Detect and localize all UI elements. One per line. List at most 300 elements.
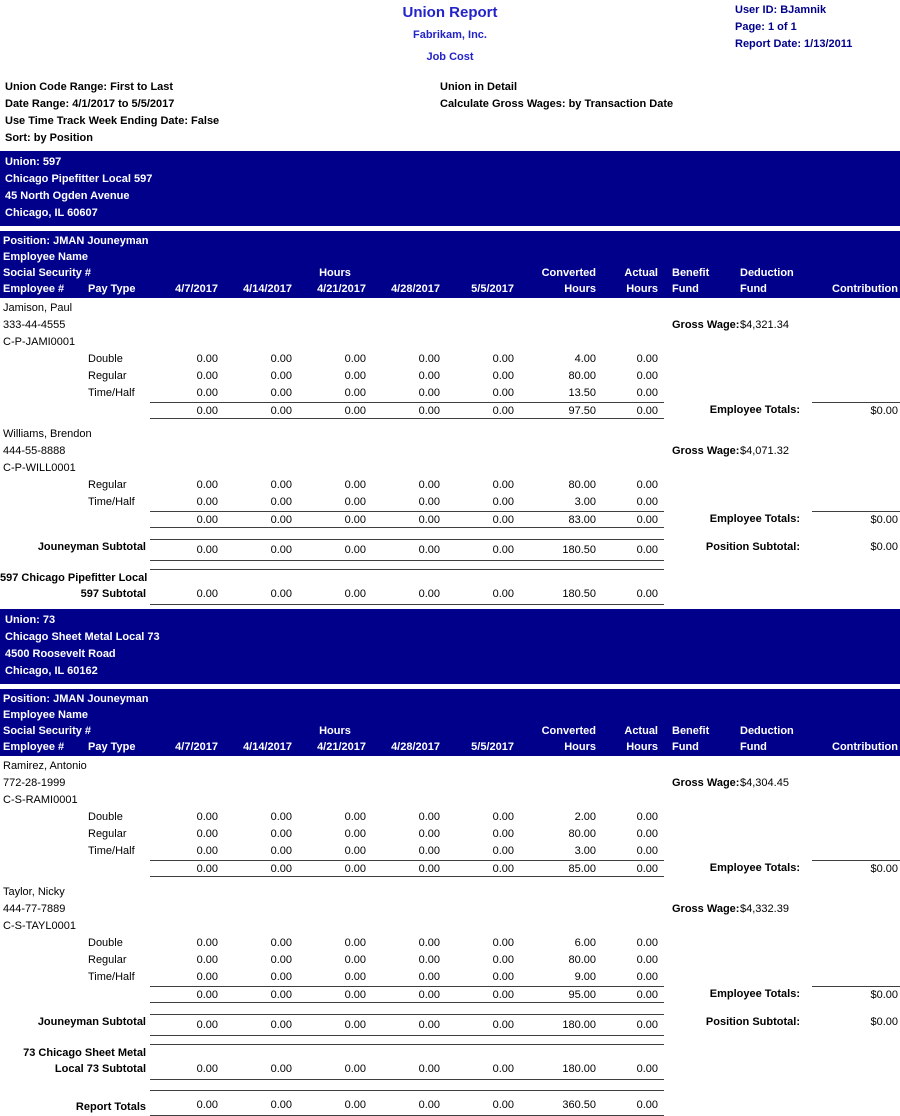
hours-value: 97.50 xyxy=(568,405,596,417)
hours-values xyxy=(150,494,664,511)
param-union-detail: Union in Detail xyxy=(440,81,517,93)
hours-value: 0.00 xyxy=(636,405,658,417)
hours-value: 80.00 xyxy=(568,370,596,382)
report-totals-section xyxy=(0,1090,900,1116)
date-column-header: 4/7/2017 xyxy=(175,741,218,753)
employee-name-row xyxy=(0,300,900,317)
employee-totals-values xyxy=(150,986,664,1003)
hours-value: 180.00 xyxy=(562,1063,596,1075)
hours-value: 0.00 xyxy=(418,588,440,600)
spacer xyxy=(88,511,150,528)
param-date-range: Date Range: 4/1/2017 to 5/5/2017 xyxy=(5,98,175,110)
hours-value: 0.00 xyxy=(418,828,440,840)
hours-value: 0.00 xyxy=(636,971,658,983)
spacer xyxy=(372,265,446,281)
employee-name-header: Employee Name xyxy=(3,251,88,263)
gross-wage-label: Gross Wage: xyxy=(672,445,740,457)
pay-type-label: Regular xyxy=(88,828,127,840)
employee-name-header: Employee Name xyxy=(3,709,88,721)
spacer xyxy=(150,265,224,281)
column-header-row-1 xyxy=(0,265,900,281)
position-row xyxy=(0,233,900,249)
hours-value: 0.00 xyxy=(344,971,366,983)
pay-type-row xyxy=(0,494,900,511)
union-number: Union: 597 xyxy=(5,156,62,168)
spacer xyxy=(0,826,88,843)
hours-values xyxy=(150,969,664,986)
report-totals-row xyxy=(0,1090,900,1116)
param-week-ending: Use Time Track Week Ending Date: False xyxy=(5,115,220,127)
employee-totals-row xyxy=(0,511,900,528)
hours-value: 3.00 xyxy=(574,496,596,508)
hours-value: 0.00 xyxy=(270,479,292,491)
converted-header-line1: Converted xyxy=(541,725,596,737)
union-subtotal-label xyxy=(0,570,150,605)
hours-value: 0.00 xyxy=(636,811,658,823)
employee-id: C-P-JAMI0001 xyxy=(3,336,76,348)
converted-header-line2: Hours xyxy=(564,283,596,295)
hours-value: 0.00 xyxy=(418,989,440,1001)
social-security-header: Social Security # xyxy=(3,267,92,279)
spacer xyxy=(0,809,88,826)
hours-value: 0.00 xyxy=(636,989,658,1001)
hours-group-header: Hours xyxy=(319,267,351,279)
column-header-row-1 xyxy=(0,723,900,739)
employee-totals-values xyxy=(150,860,664,877)
hours-value: 85.00 xyxy=(568,863,596,875)
position-subtotal-label: Jouneyman Subtotal xyxy=(37,1016,146,1028)
deduction-header-line2: Fund xyxy=(740,741,767,753)
deduction-header-line1: Deduction xyxy=(740,725,794,737)
hours-value: 0.00 xyxy=(344,514,366,526)
employee-totals-row xyxy=(0,986,900,1003)
hours-value: 0.00 xyxy=(344,544,366,556)
hours-value: 0.00 xyxy=(270,514,292,526)
position-header xyxy=(0,231,900,298)
benefit-header-line1: Benefit xyxy=(672,725,710,737)
hours-value: 0.00 xyxy=(492,954,514,966)
hours-value: 0.00 xyxy=(492,479,514,491)
union-number: Union: 73 xyxy=(5,614,56,626)
pay-type-row xyxy=(0,368,900,385)
hours-value: 0.00 xyxy=(418,845,440,857)
hours-value: 0.00 xyxy=(344,937,366,949)
param-sort: Sort: by Position xyxy=(5,132,93,144)
hours-value: 0.00 xyxy=(270,937,292,949)
hours-value: 80.00 xyxy=(568,479,596,491)
hours-value: 0.00 xyxy=(196,1099,218,1111)
hours-value: 0.00 xyxy=(196,828,218,840)
hours-value: 0.00 xyxy=(344,370,366,382)
hours-value: 0.00 xyxy=(418,370,440,382)
actual-header-line1: Actual xyxy=(624,725,658,737)
pay-type-header: Pay Type xyxy=(88,283,136,295)
employee-id-row xyxy=(0,918,900,935)
hours-value: 0.00 xyxy=(270,989,292,1001)
employee-ssn: 444-77-7889 xyxy=(3,903,66,915)
hours-value: 0.00 xyxy=(492,971,514,983)
employee-name: Jamison, Paul xyxy=(3,302,73,314)
hours-value: 0.00 xyxy=(196,1063,218,1075)
hours-value: 95.00 xyxy=(568,989,596,1001)
hours-value: 0.00 xyxy=(418,544,440,556)
actual-header-line2: Hours xyxy=(626,741,658,753)
hours-value: 0.00 xyxy=(270,405,292,417)
report-meta-block xyxy=(735,2,852,53)
report-title: Union Report xyxy=(402,4,498,21)
employee-name-row xyxy=(0,426,900,443)
pay-type-row xyxy=(0,351,900,368)
date-column-header: 4/21/2017 xyxy=(317,741,366,753)
hours-value: 0.00 xyxy=(344,1019,366,1031)
hours-value: 0.00 xyxy=(636,588,658,600)
hours-value: 0.00 xyxy=(492,1063,514,1075)
hours-values xyxy=(150,477,664,494)
hours-value: 0.00 xyxy=(492,544,514,556)
pay-type-row xyxy=(0,809,900,826)
hours-value: 0.00 xyxy=(196,544,218,556)
hours-value: 0.00 xyxy=(418,954,440,966)
employee-ssn: 772-28-1999 xyxy=(3,777,66,789)
spacer xyxy=(446,265,520,281)
hours-value: 80.00 xyxy=(568,828,596,840)
hours-value: 2.00 xyxy=(574,811,596,823)
hours-value: 0.00 xyxy=(196,811,218,823)
employee-totals-values xyxy=(150,402,664,419)
hours-value: 180.00 xyxy=(562,1019,596,1031)
spacer xyxy=(0,477,88,494)
spacer xyxy=(88,443,664,460)
employee-totals-amount: $0.00 xyxy=(812,986,900,1003)
employee-id-row xyxy=(0,792,900,809)
employee-totals-label: Employee Totals: xyxy=(709,513,800,525)
union-subtotal-label-line: 597 Subtotal xyxy=(80,588,146,600)
hours-value: 0.00 xyxy=(636,845,658,857)
hours-value: 0.00 xyxy=(344,954,366,966)
gross-wage-label: Gross Wage: xyxy=(672,319,740,331)
pay-type-label: Time/Half xyxy=(88,971,135,983)
gross-wage-value: $4,304.45 xyxy=(740,777,789,789)
hours-value: 0.00 xyxy=(196,845,218,857)
hours-value: 0.00 xyxy=(418,405,440,417)
hours-value: 0.00 xyxy=(270,544,292,556)
hours-value: 13.50 xyxy=(568,387,596,399)
pay-type-label: Time/Half xyxy=(88,496,135,508)
contribution-header: Contribution xyxy=(832,283,898,295)
hours-values xyxy=(150,826,664,843)
pay-type-row xyxy=(0,385,900,402)
column-header-row-2 xyxy=(0,281,900,297)
spacer xyxy=(0,511,88,528)
hours-value: 6.00 xyxy=(574,937,596,949)
pay-type-row xyxy=(0,826,900,843)
hours-value: 0.00 xyxy=(196,989,218,1001)
employee-ssn-row xyxy=(0,901,900,918)
hours-value: 0.00 xyxy=(270,1019,292,1031)
union-address: 45 North Ogden Avenue xyxy=(5,190,130,202)
spacer xyxy=(0,1003,900,1008)
hours-value: 0.00 xyxy=(196,479,218,491)
union-table-body xyxy=(0,758,900,1080)
employee-totals-amount: $0.00 xyxy=(812,511,900,528)
hours-value: 0.00 xyxy=(418,1063,440,1075)
employee-name-row xyxy=(0,884,900,901)
hours-value: 0.00 xyxy=(492,353,514,365)
hours-value: 0.00 xyxy=(492,1019,514,1031)
hours-value: 0.00 xyxy=(196,387,218,399)
employee-ssn: 333-44-4555 xyxy=(3,319,66,331)
hours-value: 0.00 xyxy=(492,845,514,857)
hours-value: 0.00 xyxy=(636,496,658,508)
spacer xyxy=(88,986,150,1003)
union-subtotal-label-line: 73 Chicago Sheet Metal xyxy=(23,1047,146,1059)
spacer xyxy=(150,723,224,739)
hours-value: 0.00 xyxy=(196,863,218,875)
module-name: Job Cost xyxy=(426,51,474,63)
union-subtotal-row xyxy=(0,1044,900,1080)
hours-values xyxy=(150,935,664,952)
param-gross-wages: Calculate Gross Wages: by Transaction Date xyxy=(440,98,674,110)
pay-type-row xyxy=(0,843,900,860)
position-subtotal-label: Jouneyman Subtotal xyxy=(37,541,146,553)
pay-type-row xyxy=(0,952,900,969)
position-header xyxy=(0,689,900,756)
hours-value: 0.00 xyxy=(270,828,292,840)
hours-value: 0.00 xyxy=(270,1063,292,1075)
union-banner xyxy=(0,151,900,226)
pay-type-label: Regular xyxy=(88,370,127,382)
employee-name-header-row xyxy=(0,707,900,723)
benefit-header-line1: Benefit xyxy=(672,267,710,279)
pay-type-label: Double xyxy=(88,811,123,823)
param-union-code-range: Union Code Range: First to Last xyxy=(5,81,174,93)
employee-name: Taylor, Nicky xyxy=(3,886,65,898)
hours-value: 0.00 xyxy=(492,828,514,840)
date-column-header: 5/5/2017 xyxy=(471,741,514,753)
spacer xyxy=(446,723,520,739)
employee-id: C-S-TAYL0001 xyxy=(3,920,76,932)
position-subtotal-amount: $0.00 xyxy=(870,1016,898,1028)
hours-values xyxy=(150,351,664,368)
spacer xyxy=(88,901,664,918)
pay-type-label: Double xyxy=(88,353,123,365)
spacer xyxy=(0,935,88,952)
position-subtotal-values xyxy=(150,1014,664,1036)
hours-value: 0.00 xyxy=(418,514,440,526)
benefit-header-line2: Fund xyxy=(672,283,699,295)
date-column-header: 4/7/2017 xyxy=(175,283,218,295)
hours-value: 0.00 xyxy=(270,370,292,382)
employee-ssn-row xyxy=(0,775,900,792)
hours-value: 0.00 xyxy=(196,937,218,949)
union-subtotal-values xyxy=(150,1044,664,1080)
pay-type-row xyxy=(0,477,900,494)
hours-value: 80.00 xyxy=(568,954,596,966)
hours-value: 0.00 xyxy=(492,370,514,382)
hours-value: 0.00 xyxy=(344,828,366,840)
hours-value: 0.00 xyxy=(344,588,366,600)
hours-value: 0.00 xyxy=(344,387,366,399)
pay-type-header: Pay Type xyxy=(88,741,136,753)
spacer xyxy=(88,402,150,419)
employee-totals-amount: $0.00 xyxy=(812,402,900,419)
spacer xyxy=(0,969,88,986)
union-subtotal-row xyxy=(0,569,900,605)
position-subtotal-row xyxy=(0,539,900,561)
union-subtotal-label xyxy=(0,1045,150,1080)
date-column-header: 4/14/2017 xyxy=(243,283,292,295)
employee-totals-label: Employee Totals: xyxy=(709,988,800,1000)
union-name: Chicago Sheet Metal Local 73 xyxy=(5,631,160,643)
hours-value: 0.00 xyxy=(344,1063,366,1075)
employee-name: Ramirez, Antonio xyxy=(3,760,87,772)
hours-value: 0.00 xyxy=(636,514,658,526)
hours-value: 0.00 xyxy=(492,937,514,949)
employee-totals-label: Employee Totals: xyxy=(709,862,800,874)
union-banner xyxy=(0,609,900,684)
employee-name: Williams, Brendon xyxy=(3,428,92,440)
hours-value: 0.00 xyxy=(636,544,658,556)
spacer xyxy=(372,723,446,739)
hours-value: 0.00 xyxy=(492,387,514,399)
employee-block xyxy=(0,758,900,882)
hours-values xyxy=(150,952,664,969)
hours-value: 0.00 xyxy=(196,405,218,417)
hours-value: 0.00 xyxy=(196,971,218,983)
union-section-73 xyxy=(0,609,900,1080)
hours-value: 0.00 xyxy=(636,370,658,382)
hours-value: 4.00 xyxy=(574,353,596,365)
union-address: 4500 Roosevelt Road xyxy=(5,648,116,660)
hours-value: 0.00 xyxy=(196,1019,218,1031)
report-date: Report Date: 1/13/2011 xyxy=(735,38,853,50)
position-subtotal-right-label: Position Subtotal: xyxy=(705,1016,800,1028)
spacer xyxy=(88,775,664,792)
union-subtotal-values xyxy=(150,569,664,605)
deduction-header-line1: Deduction xyxy=(740,267,794,279)
spacer xyxy=(0,402,88,419)
spacer xyxy=(88,860,150,877)
hours-value: 0.00 xyxy=(418,863,440,875)
position-subtotal-row xyxy=(0,1014,900,1036)
hours-value: 0.00 xyxy=(492,863,514,875)
date-column-header: 4/21/2017 xyxy=(317,283,366,295)
hours-value: 0.00 xyxy=(636,479,658,491)
hours-value: 0.00 xyxy=(270,496,292,508)
hours-values xyxy=(150,368,664,385)
employee-number-header: Employee # xyxy=(3,741,65,753)
hours-value: 0.00 xyxy=(344,1099,366,1111)
pay-type-row xyxy=(0,935,900,952)
hours-value: 0.00 xyxy=(270,971,292,983)
page-number: Page: 1 of 1 xyxy=(735,21,797,33)
employee-totals-amount: $0.00 xyxy=(812,860,900,877)
hours-value: 0.00 xyxy=(196,514,218,526)
hours-value: 0.00 xyxy=(270,353,292,365)
hours-values xyxy=(150,385,664,402)
union-city-state-zip: Chicago, IL 60607 xyxy=(5,207,98,219)
gross-wage-label: Gross Wage: xyxy=(672,903,740,915)
employee-id-row xyxy=(0,460,900,477)
union-section-597 xyxy=(0,151,900,605)
hours-value: 0.00 xyxy=(636,353,658,365)
spacer xyxy=(0,368,88,385)
benefit-header-line2: Fund xyxy=(672,741,699,753)
spacer xyxy=(0,419,900,424)
spacer xyxy=(0,952,88,969)
spacer xyxy=(0,385,88,402)
hours-value: 0.00 xyxy=(196,353,218,365)
employee-totals-row xyxy=(0,402,900,419)
employee-ssn-row xyxy=(0,443,900,460)
hours-value: 0.00 xyxy=(636,1063,658,1075)
report-parameters xyxy=(0,79,900,147)
hours-value: 0.00 xyxy=(418,479,440,491)
hours-value: 0.00 xyxy=(492,405,514,417)
converted-header-line2: Hours xyxy=(564,741,596,753)
hours-value: 0.00 xyxy=(270,387,292,399)
employee-ssn-row xyxy=(0,317,900,334)
spacer xyxy=(0,877,900,882)
hours-value: 0.00 xyxy=(492,588,514,600)
position-label: Position: JMAN Jouneyman xyxy=(3,235,149,247)
hours-group-header: Hours xyxy=(319,725,351,737)
position-row xyxy=(0,691,900,707)
hours-value: 0.00 xyxy=(344,863,366,875)
hours-value: 0.00 xyxy=(344,811,366,823)
hours-value: 0.00 xyxy=(418,1019,440,1031)
hours-value: 0.00 xyxy=(418,1099,440,1111)
hours-value: 0.00 xyxy=(196,954,218,966)
hours-value: 0.00 xyxy=(492,496,514,508)
hours-value: 0.00 xyxy=(418,353,440,365)
hours-value: 3.00 xyxy=(574,845,596,857)
employee-ssn: 444-55-8888 xyxy=(3,445,66,457)
employee-totals-row xyxy=(0,860,900,877)
employee-id-row xyxy=(0,334,900,351)
spacer xyxy=(0,986,88,1003)
employee-number-header: Employee # xyxy=(3,283,65,295)
report-totals-values xyxy=(150,1090,664,1116)
social-security-header: Social Security # xyxy=(3,725,92,737)
hours-value: 180.50 xyxy=(562,588,596,600)
hours-value: 0.00 xyxy=(636,937,658,949)
union-subtotal-label-line: Local 73 Subtotal xyxy=(54,1063,146,1075)
deduction-header-line2: Fund xyxy=(740,283,767,295)
report-totals-label: Report Totals xyxy=(75,1101,146,1113)
position-subtotal-amount: $0.00 xyxy=(870,541,898,553)
hours-value: 0.00 xyxy=(636,954,658,966)
hours-value: 0.00 xyxy=(344,845,366,857)
employee-name-row xyxy=(0,758,900,775)
gross-wage-value: $4,071.32 xyxy=(740,445,789,457)
position-label: Position: JMAN Jouneyman xyxy=(3,693,149,705)
union-name: Chicago Pipefitter Local 597 xyxy=(5,173,153,185)
date-column-header: 4/14/2017 xyxy=(243,741,292,753)
hours-value: 0.00 xyxy=(196,496,218,508)
company-name: Fabrikam, Inc. xyxy=(413,29,487,41)
spacer xyxy=(224,265,298,281)
hours-value: 0.00 xyxy=(418,971,440,983)
hours-value: 0.00 xyxy=(492,1099,514,1111)
employee-block xyxy=(0,300,900,424)
hours-value: 83.00 xyxy=(568,514,596,526)
spacer xyxy=(0,528,900,533)
hours-value: 0.00 xyxy=(270,811,292,823)
hours-value: 0.00 xyxy=(270,954,292,966)
hours-value: 0.00 xyxy=(636,1099,658,1111)
union-city-state-zip: Chicago, IL 60162 xyxy=(5,665,98,677)
